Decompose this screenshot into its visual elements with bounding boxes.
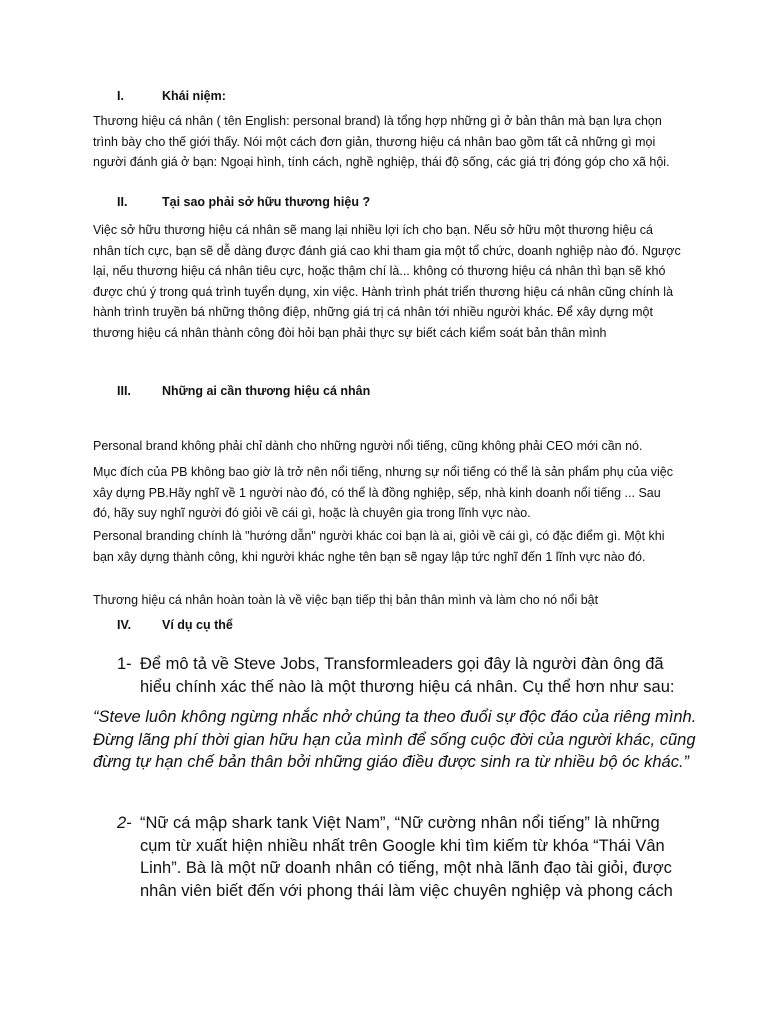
section-1-number: I. <box>117 89 124 103</box>
section-3-number: III. <box>117 384 131 398</box>
section-1-title: Khái niệm: <box>162 89 226 103</box>
section-3-title: Những ai cần thương hiệu cá nhân <box>162 384 371 398</box>
section-3-paragraph-3: Personal branding chính là "hướng dẫn" người khác coi bạn là ai, giỏi về cái gì, có đặc điểm gì. Một khi bạn xây dựng thành công, khi người khác nghe tên bạn sẽ ngay lập tức nghĩ đến 1 lĩnh vực nào đó. <box>93 529 665 564</box>
example-item-2-text: “Nữ cá mập shark tank Việt Nam”, “Nữ cường nhân nổi tiếng” là những cụm từ xuất hiện nhiều nhất trên Google khi tìm kiếm từ khóa “Thái Vân Linh”. Bà là một nữ doanh nhân có tiếng, một nhà lãnh đạo tài giỏi, được nhân viên biết đến với phong thái làm việc chuyên nghiệp và phong cách <box>140 814 673 900</box>
example-item-2 <box>117 812 677 902</box>
section-4-number: IV. <box>117 618 132 632</box>
section-4-title: Ví dụ cụ thể <box>162 618 233 632</box>
example-item-1-text: Để mô tả về Steve Jobs, Transformleaders gọi đây là người đàn ông đã hiểu chính xác thế nào là một thương hiệu cá nhân. Cụ thể hơn như sau: <box>140 655 675 696</box>
example-item-1 <box>117 653 677 698</box>
section-1-heading <box>117 89 226 103</box>
steve-jobs-quote: “Steve luôn không ngừng nhắc nhở chúng ta theo đuổi sự độc đáo của riêng mình. Đừng lãng phí thời gian hữu hạn của mình để sống cuộc đời của người khác, cũng đừng tự hạn chế bản thân bởi những giáo điều được sinh ra từ nhiều bộ óc khác.” <box>93 708 697 771</box>
section-2-heading <box>117 195 370 209</box>
example-item-2-marker: 2- <box>117 814 132 832</box>
section-3-paragraph-1: Personal brand không phải chỉ dành cho những người nổi tiếng, cũng không phải CEO mới cần nó. <box>93 439 643 453</box>
section-4-heading <box>117 618 233 632</box>
section-3-paragraph-2: Mục đích của PB không bao giờ là trở nên nổi tiếng, nhưng sự nổi tiếng có thể là sản phẩm phụ của việc xây dựng PB.Hãy nghĩ về 1 người nào đó, có thể là đồng nghiệp, sếp, nhà kinh doanh nổi tiếng ... Sau đó, hãy suy nghĩ người đó giỏi về cái gì, hoặc là chuyên gia trong lĩnh vực nào. <box>93 465 674 520</box>
section-2-title: Tại sao phải sở hữu thương hiệu ? <box>162 195 371 209</box>
section-1-paragraph: Thương hiệu cá nhân ( tên English: personal brand) là tổng hợp những gì ở bản thân mà bạn lựa chọn trình bày cho thế giới thấy. Nói một cách đơn giản, thương hiệu cá nhân bao gồm tất cả những gì mọi người đánh giá ở bạn: Ngoại hình, tính cách, nghề nghiệp, thái độ sống, các giá trị đóng góp cho xã hội. <box>93 114 670 169</box>
section-2-paragraph: Việc sở hữu thương hiệu cá nhân sẽ mang lại nhiều lợi ích cho bạn. Nếu sở hữu một thương hiệu cá nhân tích cực, bạn sẽ dễ dàng được đánh giá cao khi tham gia một tổ chức, doanh nghiệp nào đó. Ngược lại, nếu thương hiệu cá nhân tiêu cực, hoặc thậm chí là... không có thương hiệu cá nhân thì bạn sẽ khó được chú ý trong quá trình tuyển dụng, xin việc. Hành trình phát triển thương hiệu cá nhân cũng chính là hành trình truyền bá những thông điệp, những giá trị cá nhân tới nhiều người khác. Để xây dựng một thương hiệu cá nhân thành công đòi hỏi bạn phải thực sự biết cách kiểm soát bản thân mình <box>93 223 681 340</box>
section-3-paragraph-4: Thương hiệu cá nhân hoàn toàn là về việc bạn tiếp thị bản thân mình và làm cho nó nổi bật <box>93 593 599 607</box>
section-2-number: II. <box>117 195 128 209</box>
section-3-heading <box>117 384 370 398</box>
example-item-1-marker: 1- <box>117 655 132 673</box>
